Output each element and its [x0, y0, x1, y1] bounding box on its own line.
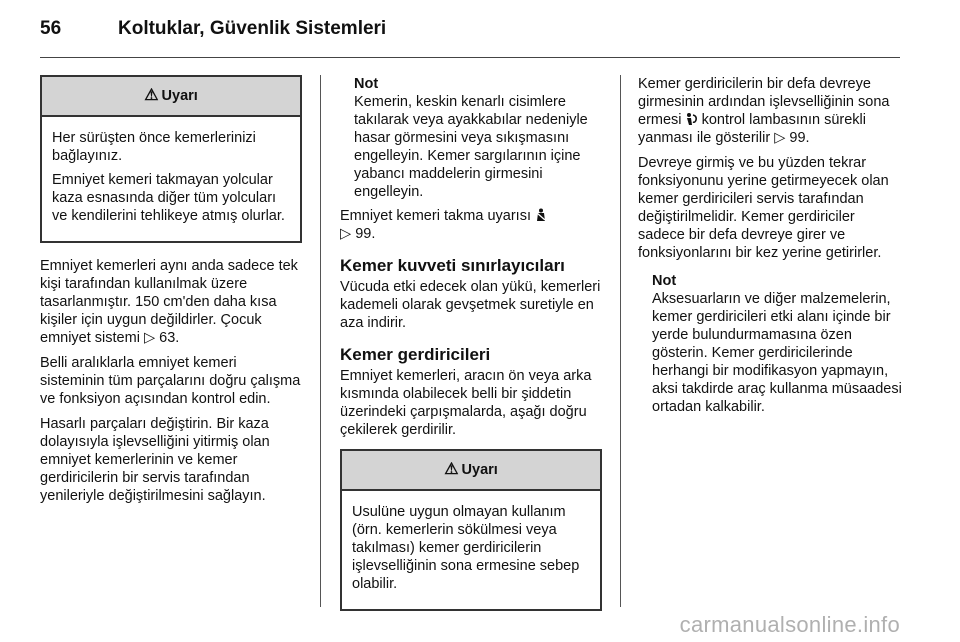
note-title: Not [354, 76, 379, 92]
warning-header [342, 451, 600, 491]
page-reference-arrow-icon: ▷ [774, 130, 786, 146]
warning-box [340, 449, 602, 611]
warning-header [42, 77, 300, 117]
airbag-icon [686, 112, 698, 126]
paragraph: Kemer gerdiricilerin bir defa devreye girmesinin ardından işlevselliğinin sona ermesi kontrol lambasının sürekli yanması ile gösterilir ▷ 99. [638, 76, 890, 146]
note-title: Not [652, 273, 677, 289]
note-block [340, 75, 602, 201]
paragraph: Vücuda etki edecek olan yükü, kemerleri kademeli olarak gevşetmek suretiyle en aza indirir. [340, 279, 601, 331]
page-reference-arrow-icon: ▷ [340, 226, 352, 242]
warning-triangle-icon: ⚠ [444, 461, 459, 478]
column-divider-1 [320, 75, 321, 607]
warning-text-2: Emniyet kemeri takmayan yolcular kaza esnasında diğer tüm yolcuları ve kendilerini tehlikeye atmış olurlar. [52, 172, 285, 224]
warning-text-1: Her sürüşten önce kemerlerinizi bağlayınız. [52, 130, 256, 164]
page-header [40, 18, 386, 48]
warning-body [342, 491, 600, 609]
watermark: carmanualsonline.info [679, 612, 900, 637]
warning-box [40, 75, 302, 243]
header-divider [40, 57, 900, 58]
paragraph: Emniyet kemerleri, aracın ön veya arka kısmında olabilecek belli bir şiddetin üzerindeki çarpışmalarda, aşağı doğru çekilerek gerdirilir. [340, 368, 592, 438]
section-heading: Kemer kuvveti sınırlayıcıları [340, 256, 565, 275]
column-1 [40, 75, 302, 512]
section-heading: Kemer gerdiricileri [340, 345, 491, 364]
note-block [638, 272, 902, 416]
page-title: Koltuklar, Güvenlik Sistemleri [118, 18, 387, 39]
paragraph: Emniyet kemeri takma uyarısı ▷ 99. [340, 207, 602, 243]
page-number: 56 [40, 18, 62, 39]
warning-text: Usulüne uygun olmayan kullanım (örn. kemerlerin sökülmesi veya takılması) kemer gerdiricilerin işlevselliğinin sona ermesine sebep olabilir. [352, 504, 580, 592]
note-text: Kemerin, keskin kenarlı cisimlere takılarak veya ayakkabılar nedeniyle hasar görmesini veya sıkışmasını engelleyin. Kemer sargılarının içine yabancı maddelerin girmesini engelleyin. [354, 94, 588, 200]
seatbelt-icon [535, 208, 547, 222]
column-2 [340, 75, 602, 625]
warning-body [42, 117, 300, 241]
warning-triangle-icon: ⚠ [144, 87, 159, 104]
column-3 [638, 75, 902, 422]
paragraph: Devreye girmiş ve bu yüzden tekrar fonksiyonunu yerine getirmeyecek olan kemer gerdiricileri servis tarafından değiştirilmelidir. Kemer gerdiriciler sadece bir defa devreye girer ve fonksiyonlarını bir kez yerine getirirler. [638, 155, 889, 261]
note-text: Aksesuarların ve diğer malzemelerin, kemer gerdiricileri etki alanı içinde bir yerde bulundurmamasına özen gösterin. Kemer gerdiricilerinde herhangi bir modifikasyon yapmayın, aksi takdirde araç kullanma müsaadesi ortadan kalkabilir. [652, 291, 902, 415]
paragraph: Hasarlı parçaları değiştirin. Bir kaza dolayısıyla işlevselliğini yitirmiş olan emniyet kemerlerinin ve kemer gerdiricilerin bir servis tarafından yenileriyle değiştirilmesini sağlayın. [40, 416, 270, 504]
warning-label: Uyarı [461, 462, 498, 478]
page-reference-arrow-icon: ▷ [143, 330, 156, 346]
paragraph: Emniyet kemerleri aynı anda sadece tek kişi tarafından kullanılmak üzere tasarlanmıştır. 150 cm'den daha kısa kişiler için uygun değildirler. Çocuk emniyet sistemi ▷ 63. [40, 258, 298, 346]
paragraph: Belli aralıklarla emniyet kemeri sisteminin tüm parçalarını doğru çalışma ve fonksiyon açısından kontrol edin. [40, 355, 301, 407]
warning-label: Uyarı [161, 88, 198, 104]
column-divider-2 [620, 75, 621, 607]
